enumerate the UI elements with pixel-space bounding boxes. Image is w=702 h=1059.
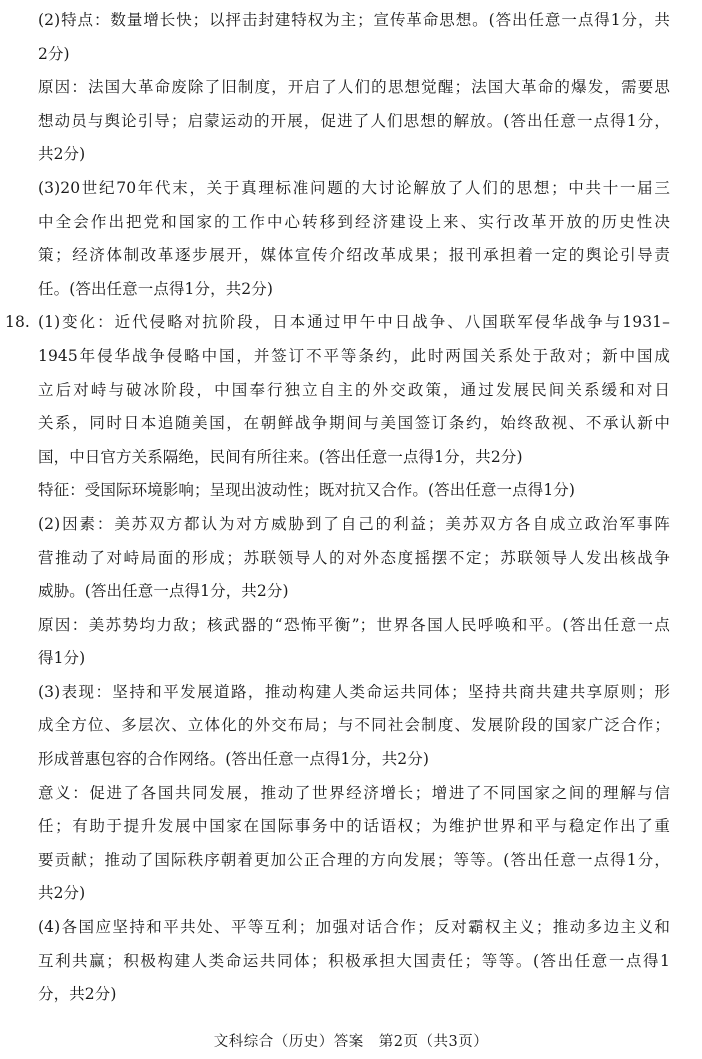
text-line: 意义：促进了各国共同发展，推动了世界经济增长；增进了不同国家之间的理解与信 <box>38 783 670 802</box>
question-18-first-line: 18. (1)变化：近代侵略对抗阶段，日本通过甲午中日战争、八国联军侵华战争与1931– <box>0 306 702 340</box>
text-line: 中全会作出把党和国家的工作中心转移到经济建设上来、实行改革开放的历史性决 <box>38 212 670 231</box>
text-line: 原因：美苏势均力敌；核武器的“恐怖平衡”；世界各国人民呼唤和平。(答出任意一点 <box>38 615 670 634</box>
text-line: (3)20世纪70年代末，关于真理标准问题的大讨论解放了人们的思想；中共十一届三 <box>38 178 670 197</box>
text-line: 形成普惠包容的合作网络。(答出任意一点得1分，共2分) <box>38 750 430 769</box>
text-line: 互利共赢；积极构建人类命运共同体；积极承担大国责任；等等。(答出任意一点得1 <box>38 951 670 970</box>
page-footer: 文科综合（历史）答案 第2页（共3页） <box>213 1034 489 1050</box>
text-line: 威胁。(答出任意一点得1分，共2分) <box>38 582 289 601</box>
text-line: 原因：法国大革命废除了旧制度，开启了人们的思想觉醒；法国大革命的爆发，需要思 <box>38 78 670 97</box>
text-line: 得1分) <box>38 649 86 668</box>
text-line: 2分) <box>38 44 70 63</box>
question-number: 18. <box>5 313 30 332</box>
text-line: 营推动了对峙局面的形成；苏联领导人的对外态度摇摆不定；苏联领导人发出核战争 <box>38 548 670 567</box>
text-line: 共2分) <box>38 884 86 903</box>
text-line: 要贡献；推动了国际秩序朝着更加公正合理的方向发展；等等。(答出任意一点得1分， <box>38 850 670 869</box>
text-line: 1945年侵华战争侵略中国，并签订不平等条约，此时两国关系处于敌对；新中国成 <box>38 346 670 365</box>
text-line: 任。(答出任意一点得1分，共2分) <box>38 279 274 298</box>
text-line: 成全方位、多层次、立体化的外交布局；与不同社会制度、发展阶段的国家广泛合作； <box>38 716 670 735</box>
text-line: (4)各国应坚持和平共处、平等互利；加强对话合作；反对霸权主义；推动多边主义和 <box>38 918 670 937</box>
text-line: 特征：受国际环境影响；呈现出波动性；既对抗又合作。(答出任意一点得1分) <box>38 481 576 500</box>
text-line: 关系，同时日本追随美国，在朝鲜战争期间与美国签订条约，始终敌视、不承认新中 <box>38 414 670 433</box>
text-line: 策；经济体制改革逐步展开，媒体宣传介绍改革成果；报刊承担着一定的舆论引导责 <box>38 246 670 265</box>
text-line: 任；有助于提升发展中国家在国际事务中的话语权；为维护世界和平与稳定作出了重 <box>38 817 670 836</box>
answer-content <box>0 4 702 1012</box>
text-line: 共2分) <box>38 145 86 164</box>
text-line: (2)因素：美苏双方都认为对方威胁到了自己的利益；美苏双方各自成立政治军事阵 <box>38 514 670 533</box>
text-line: 分，共2分) <box>38 985 117 1004</box>
text-line: (2)特点：数量增长快；以抨击封建特权为主；宣传革命思想。(答出任意一点得1分，共 <box>38 11 670 29</box>
text-line: 国，中日官方关系隔绝，民间有所往来。(答出任意一点得1分，共2分) <box>38 447 523 466</box>
text-line: 立后对峙与破冰阶段，中国奉行独立自主的外交政策，通过发展民间关系缓和对日 <box>38 380 670 399</box>
text-line: 想动员与舆论引导；启蒙运动的开展，促进了人们思想的解放。(答出任意一点得1分， <box>38 111 670 130</box>
text-line: (3)表现：坚持和平发展道路，推动构建人类命运共同体；坚持共商共建共享原则；形 <box>38 682 670 701</box>
